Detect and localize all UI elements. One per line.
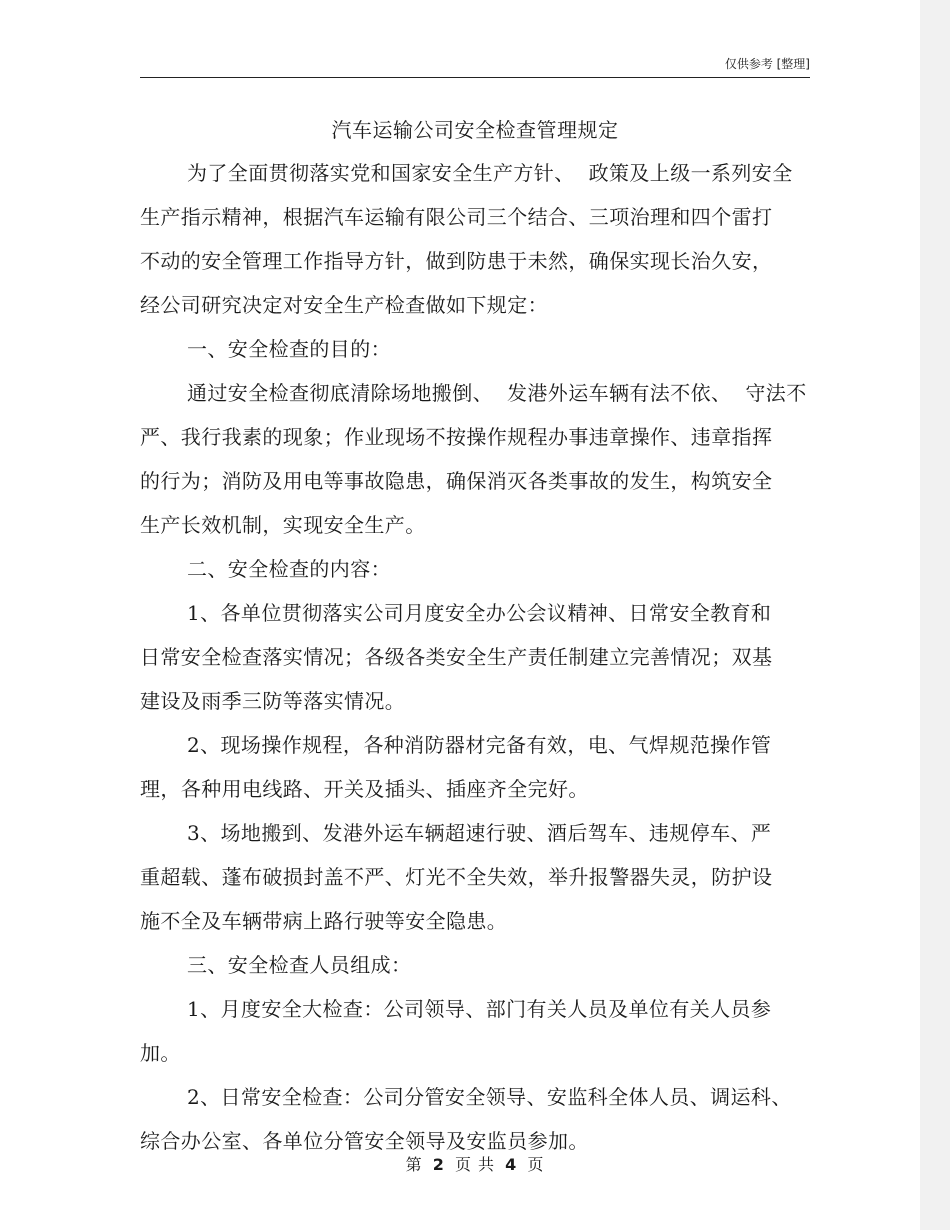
text-segment: 生产长效机制，实现安全生产。 — [140, 513, 426, 537]
text-segment: 经公司研究决定对安全生产检查做如下规定： — [140, 293, 548, 317]
text-line — [140, 378, 812, 422]
text-line — [140, 994, 812, 1038]
text-line — [140, 774, 812, 818]
text-segment: 发港外运车辆有法不依、 — [507, 381, 732, 405]
text-line — [140, 642, 812, 686]
text-line — [140, 290, 812, 334]
viewer-background — [920, 0, 950, 1230]
text-segment: 不动的安全管理工作指导方针，做到防患于未然，确保实现长治久安， — [140, 249, 773, 273]
text-segment: 综合办公室、各单位分管安全领导及安监员参加。 — [140, 1129, 589, 1153]
footer-suffix: 页 — [527, 1155, 545, 1174]
text-line — [140, 862, 812, 906]
text-line — [140, 906, 812, 950]
text-line — [140, 422, 812, 466]
document-title: 汽车运输公司安全检查管理规定 — [331, 118, 619, 142]
text-line — [140, 598, 812, 642]
text-line — [140, 950, 812, 994]
text-segment: 生产指示精神，根据汽车运输有限公司三个结合、三项治理和四个雷打 — [140, 205, 773, 229]
text-line — [140, 510, 812, 554]
text-segment: 政策及上级一系列安全 — [588, 161, 793, 185]
text-segment: 严、我行我素的现象；作业现场不按操作规程办事违章操作、违章指挥 — [140, 425, 773, 449]
text-line — [140, 202, 812, 246]
page-footer — [140, 1155, 810, 1175]
footer-total-pages: 4 — [505, 1155, 518, 1174]
text-segment: 一、安全检查的目的： — [187, 337, 391, 361]
text-segment: 重超载、蓬布破损封盖不严、灯光不全失效，举升报警器失灵，防护设 — [140, 865, 773, 889]
text-line — [140, 158, 812, 202]
text-segment: 守法不 — [745, 381, 807, 405]
footer-page-number: 2 — [432, 1155, 445, 1174]
text-segment: 2、现场操作规程，各种消防器材完备有效，电、气焊规范操作管 — [187, 733, 772, 757]
text-line — [140, 334, 812, 378]
text-segment: 建设及雨季三防等落实情况。 — [140, 689, 406, 713]
text-line — [140, 818, 812, 862]
footer-prefix: 第 — [405, 1155, 423, 1174]
text-line — [140, 730, 812, 774]
text-line — [140, 1082, 812, 1126]
text-segment: 的行为；消防及用电等事故隐患，确保消灭各类事故的发生，构筑安全 — [140, 469, 773, 493]
text-segment: 2、日常安全检查：公司分管安全领导、安监科全体人员、调运科、 — [187, 1085, 792, 1109]
text-segment: 加。 — [140, 1041, 181, 1065]
text-line — [140, 466, 812, 510]
text-segment: 理，各种用电线路、开关及插头、插座齐全完好。 — [140, 777, 589, 801]
text-segment: 施不全及车辆带病上路行驶等安全隐患。 — [140, 909, 508, 933]
page-header — [140, 55, 810, 78]
text-segment: 1、月度安全大检查：公司领导、部门有关人员及单位有关人员参 — [187, 997, 772, 1021]
text-segment: 二、安全检查的内容： — [187, 557, 391, 581]
footer-mid: 页 共 — [454, 1155, 496, 1174]
text-line — [140, 246, 812, 290]
text-segment: 三、安全检查人员组成： — [187, 953, 412, 977]
text-line — [140, 554, 812, 598]
text-segment: 3、场地搬到、发港外运车辆超速行驶、酒后驾车、违规停车、严 — [187, 821, 772, 845]
text-segment: 通过安全检查彻底清除场地搬倒、 — [187, 381, 493, 405]
text-segment: 1、各单位贯彻落实公司月度安全办公会议精神、日常安全教育和 — [187, 601, 772, 625]
text-line — [140, 686, 812, 730]
header-note: 仅供参考 [整理] — [724, 57, 810, 71]
text-segment: 日常安全检查落实情况；各级各类安全生产责任制建立完善情况；双基 — [140, 645, 773, 669]
text-segment: 为了全面贯彻落实党和国家安全生产方针、 — [187, 161, 575, 185]
document-body — [140, 158, 812, 1170]
text-line — [140, 1038, 812, 1082]
